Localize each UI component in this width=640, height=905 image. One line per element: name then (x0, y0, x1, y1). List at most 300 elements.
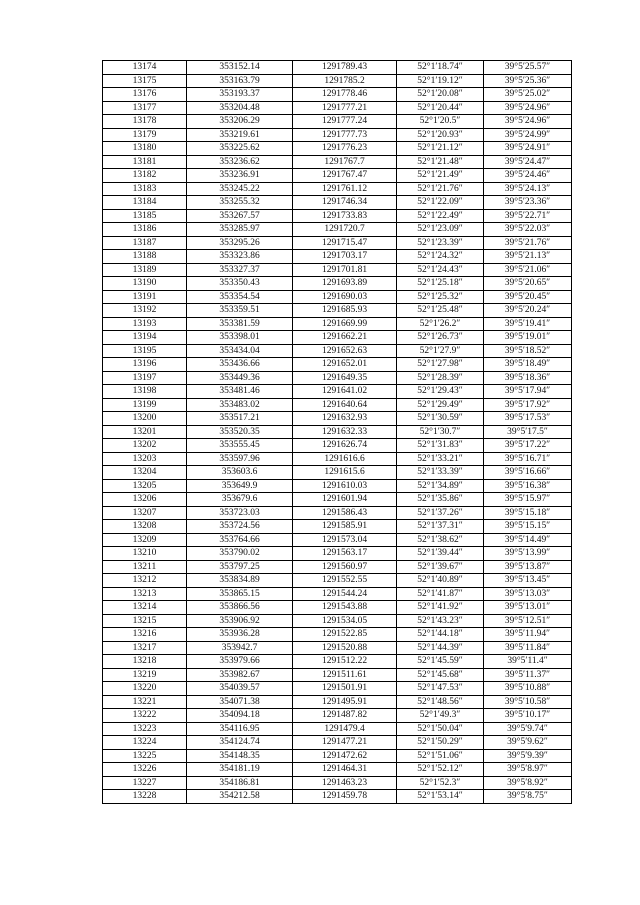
table-row (103, 425, 572, 439)
y-coordinate-cell: 1291746.34 (293, 196, 397, 210)
y-coordinate-cell: 1291520.88 (293, 641, 397, 655)
longitude-cell: 39°5′10.58″ (484, 695, 572, 709)
y-coordinate-cell: 1291495.91 (293, 695, 397, 709)
latitude-cell: 52°1′23.39″ (397, 236, 484, 250)
longitude-cell: 39°5′25.02″ (484, 88, 572, 102)
latitude-cell: 52°1′20.93″ (397, 128, 484, 142)
latitude-cell: 52°1′50.29″ (397, 736, 484, 750)
y-coordinate-cell: 1291560.97 (293, 560, 397, 574)
y-coordinate-cell: 1291761.12 (293, 182, 397, 196)
point-number-cell: 13188 (103, 250, 187, 264)
y-coordinate-cell: 1291626.74 (293, 439, 397, 453)
coordinates-table-body (103, 61, 572, 804)
point-number-cell: 13219 (103, 668, 187, 682)
point-number-cell: 13183 (103, 182, 187, 196)
x-coordinate-cell: 353236.91 (187, 169, 293, 183)
table-row (103, 290, 572, 304)
x-coordinate-cell: 353936.28 (187, 628, 293, 642)
x-coordinate-cell: 353323.86 (187, 250, 293, 264)
point-number-cell: 13197 (103, 371, 187, 385)
point-number-cell: 13187 (103, 236, 187, 250)
x-coordinate-cell: 353790.02 (187, 547, 293, 561)
longitude-cell: 39°5′24.46″ (484, 169, 572, 183)
longitude-cell: 39°5′16.38″ (484, 479, 572, 493)
y-coordinate-cell: 1291669.99 (293, 317, 397, 331)
longitude-cell: 39°5′15.15″ (484, 520, 572, 534)
longitude-cell: 39°5′25.36″ (484, 74, 572, 88)
point-number-cell: 13226 (103, 763, 187, 777)
x-coordinate-cell: 353354.54 (187, 290, 293, 304)
y-coordinate-cell: 1291610.03 (293, 479, 397, 493)
y-coordinate-cell: 1291715.47 (293, 236, 397, 250)
point-number-cell: 13210 (103, 547, 187, 561)
latitude-cell: 52°1′21.48″ (397, 155, 484, 169)
y-coordinate-cell: 1291616.6 (293, 452, 397, 466)
point-number-cell: 13200 (103, 412, 187, 426)
y-coordinate-cell: 1291652.01 (293, 358, 397, 372)
x-coordinate-cell: 353436.66 (187, 358, 293, 372)
longitude-cell: 39°5′11.84″ (484, 641, 572, 655)
latitude-cell: 52°1′52.12″ (397, 763, 484, 777)
y-coordinate-cell: 1291543.88 (293, 601, 397, 615)
y-coordinate-cell: 1291767.7 (293, 155, 397, 169)
longitude-cell: 39°5′17.22″ (484, 439, 572, 453)
table-row (103, 520, 572, 534)
point-number-cell: 13175 (103, 74, 187, 88)
longitude-cell: 39°5′12.51″ (484, 614, 572, 628)
latitude-cell: 52°1′26.2″ (397, 317, 484, 331)
x-coordinate-cell: 353649.9 (187, 479, 293, 493)
longitude-cell: 39°5′17.94″ (484, 385, 572, 399)
longitude-cell: 39°5′15.97″ (484, 493, 572, 507)
latitude-cell: 52°1′23.09″ (397, 223, 484, 237)
y-coordinate-cell: 1291777.24 (293, 115, 397, 129)
x-coordinate-cell: 353797.25 (187, 560, 293, 574)
latitude-cell: 52°1′30.7″ (397, 425, 484, 439)
y-coordinate-cell: 1291501.91 (293, 682, 397, 696)
y-coordinate-cell: 1291601.94 (293, 493, 397, 507)
latitude-cell: 52°1′39.67″ (397, 560, 484, 574)
longitude-cell: 39°5′13.03″ (484, 587, 572, 601)
table-row (103, 682, 572, 696)
y-coordinate-cell: 1291512.22 (293, 655, 397, 669)
x-coordinate-cell: 353483.02 (187, 398, 293, 412)
y-coordinate-cell: 1291652.63 (293, 344, 397, 358)
point-number-cell: 13198 (103, 385, 187, 399)
point-number-cell: 13179 (103, 128, 187, 142)
y-coordinate-cell: 1291777.73 (293, 128, 397, 142)
point-number-cell: 13215 (103, 614, 187, 628)
point-number-cell: 13222 (103, 709, 187, 723)
latitude-cell: 52°1′25.32″ (397, 290, 484, 304)
latitude-cell: 52°1′48.56″ (397, 695, 484, 709)
point-number-cell: 13217 (103, 641, 187, 655)
y-coordinate-cell: 1291464.31 (293, 763, 397, 777)
longitude-cell: 39°5′21.06″ (484, 263, 572, 277)
table-row (103, 155, 572, 169)
x-coordinate-cell: 353285.97 (187, 223, 293, 237)
point-number-cell: 13202 (103, 439, 187, 453)
x-coordinate-cell: 354186.81 (187, 776, 293, 790)
point-number-cell: 13207 (103, 506, 187, 520)
table-row (103, 371, 572, 385)
point-number-cell: 13216 (103, 628, 187, 642)
table-row (103, 223, 572, 237)
point-number-cell: 13218 (103, 655, 187, 669)
point-number-cell: 13205 (103, 479, 187, 493)
point-number-cell: 13203 (103, 452, 187, 466)
latitude-cell: 52°1′43.23″ (397, 614, 484, 628)
table-row (103, 277, 572, 291)
longitude-cell: 39°5′17.5″ (484, 425, 572, 439)
x-coordinate-cell: 353834.89 (187, 574, 293, 588)
table-row (103, 88, 572, 102)
x-coordinate-cell: 354148.35 (187, 749, 293, 763)
x-coordinate-cell: 353245.22 (187, 182, 293, 196)
point-number-cell: 13223 (103, 722, 187, 736)
y-coordinate-cell: 1291778.46 (293, 88, 397, 102)
coordinates-table (102, 60, 572, 804)
longitude-cell: 39°5′24.47″ (484, 155, 572, 169)
x-coordinate-cell: 353866.56 (187, 601, 293, 615)
longitude-cell: 39°5′24.13″ (484, 182, 572, 196)
x-coordinate-cell: 353679.6 (187, 493, 293, 507)
y-coordinate-cell: 1291586.43 (293, 506, 397, 520)
latitude-cell: 52°1′52.3″ (397, 776, 484, 790)
table-row (103, 398, 572, 412)
y-coordinate-cell: 1291685.93 (293, 304, 397, 318)
longitude-cell: 39°5′17.92″ (484, 398, 572, 412)
x-coordinate-cell: 354094.18 (187, 709, 293, 723)
longitude-cell: 39°5′20.45″ (484, 290, 572, 304)
longitude-cell: 39°5′17.53″ (484, 412, 572, 426)
longitude-cell: 39°5′21.76″ (484, 236, 572, 250)
x-coordinate-cell: 353982.67 (187, 668, 293, 682)
x-coordinate-cell: 354116.95 (187, 722, 293, 736)
longitude-cell: 39°5′23.36″ (484, 196, 572, 210)
y-coordinate-cell: 1291632.33 (293, 425, 397, 439)
table-row (103, 358, 572, 372)
point-number-cell: 13196 (103, 358, 187, 372)
longitude-cell: 39°5′16.71″ (484, 452, 572, 466)
point-number-cell: 13174 (103, 61, 187, 75)
table-row (103, 493, 572, 507)
x-coordinate-cell: 353204.48 (187, 101, 293, 115)
latitude-cell: 52°1′45.59″ (397, 655, 484, 669)
table-row (103, 439, 572, 453)
y-coordinate-cell: 1291487.82 (293, 709, 397, 723)
x-coordinate-cell: 353449.36 (187, 371, 293, 385)
table-row (103, 749, 572, 763)
x-coordinate-cell: 353597.96 (187, 452, 293, 466)
y-coordinate-cell: 1291785.2 (293, 74, 397, 88)
longitude-cell: 39°5′13.01″ (484, 601, 572, 615)
latitude-cell: 52°1′21.12″ (397, 142, 484, 156)
table-row (103, 128, 572, 142)
x-coordinate-cell: 353906.92 (187, 614, 293, 628)
longitude-cell: 39°5′25.57″ (484, 61, 572, 75)
point-number-cell: 13224 (103, 736, 187, 750)
point-number-cell: 13176 (103, 88, 187, 102)
latitude-cell: 52°1′35.86″ (397, 493, 484, 507)
latitude-cell: 52°1′26.73″ (397, 331, 484, 345)
y-coordinate-cell: 1291640.64 (293, 398, 397, 412)
latitude-cell: 52°1′29.43″ (397, 385, 484, 399)
table-row (103, 668, 572, 682)
x-coordinate-cell: 353295.26 (187, 236, 293, 250)
table-row (103, 115, 572, 129)
latitude-cell: 52°1′30.59″ (397, 412, 484, 426)
latitude-cell: 52°1′33.39″ (397, 466, 484, 480)
table-row (103, 452, 572, 466)
longitude-cell: 39°5′18.36″ (484, 371, 572, 385)
y-coordinate-cell: 1291534.05 (293, 614, 397, 628)
table-row (103, 574, 572, 588)
y-coordinate-cell: 1291563.17 (293, 547, 397, 561)
latitude-cell: 52°1′25.48″ (397, 304, 484, 318)
x-coordinate-cell: 353255.32 (187, 196, 293, 210)
latitude-cell: 52°1′27.98″ (397, 358, 484, 372)
latitude-cell: 52°1′28.39″ (397, 371, 484, 385)
y-coordinate-cell: 1291693.89 (293, 277, 397, 291)
longitude-cell: 39°5′9.39″ (484, 749, 572, 763)
point-number-cell: 13190 (103, 277, 187, 291)
point-number-cell: 13182 (103, 169, 187, 183)
latitude-cell: 52°1′21.76″ (397, 182, 484, 196)
table-row (103, 479, 572, 493)
point-number-cell: 13220 (103, 682, 187, 696)
x-coordinate-cell: 353520.35 (187, 425, 293, 439)
longitude-cell: 39°5′9.74″ (484, 722, 572, 736)
y-coordinate-cell: 1291776.23 (293, 142, 397, 156)
point-number-cell: 13193 (103, 317, 187, 331)
y-coordinate-cell: 1291733.83 (293, 209, 397, 223)
longitude-cell: 39°5′13.87″ (484, 560, 572, 574)
table-row (103, 209, 572, 223)
table-row (103, 736, 572, 750)
table-row (103, 506, 572, 520)
x-coordinate-cell: 353359.51 (187, 304, 293, 318)
table-row (103, 250, 572, 264)
longitude-cell: 39°5′14.49″ (484, 533, 572, 547)
latitude-cell: 52°1′44.39″ (397, 641, 484, 655)
latitude-cell: 52°1′49.3″ (397, 709, 484, 723)
y-coordinate-cell: 1291777.21 (293, 101, 397, 115)
latitude-cell: 52°1′37.31″ (397, 520, 484, 534)
point-number-cell: 13201 (103, 425, 187, 439)
table-row (103, 263, 572, 277)
longitude-cell: 39°5′21.13″ (484, 250, 572, 264)
table-row (103, 695, 572, 709)
x-coordinate-cell: 353381.59 (187, 317, 293, 331)
x-coordinate-cell: 353979.66 (187, 655, 293, 669)
latitude-cell: 52°1′25.18″ (397, 277, 484, 291)
table-row (103, 101, 572, 115)
y-coordinate-cell: 1291479.4 (293, 722, 397, 736)
point-number-cell: 13199 (103, 398, 187, 412)
table-row (103, 412, 572, 426)
longitude-cell: 39°5′11.37″ (484, 668, 572, 682)
y-coordinate-cell: 1291632.93 (293, 412, 397, 426)
point-number-cell: 13191 (103, 290, 187, 304)
y-coordinate-cell: 1291701.81 (293, 263, 397, 277)
y-coordinate-cell: 1291544.24 (293, 587, 397, 601)
y-coordinate-cell: 1291641.02 (293, 385, 397, 399)
point-number-cell: 13211 (103, 560, 187, 574)
y-coordinate-cell: 1291690.03 (293, 290, 397, 304)
point-number-cell: 13213 (103, 587, 187, 601)
latitude-cell: 52°1′41.92″ (397, 601, 484, 615)
y-coordinate-cell: 1291703.17 (293, 250, 397, 264)
x-coordinate-cell: 353555.45 (187, 439, 293, 453)
point-number-cell: 13212 (103, 574, 187, 588)
x-coordinate-cell: 353481.46 (187, 385, 293, 399)
table-row (103, 304, 572, 318)
y-coordinate-cell: 1291511.61 (293, 668, 397, 682)
latitude-cell: 52°1′20.44″ (397, 101, 484, 115)
point-number-cell: 13194 (103, 331, 187, 345)
x-coordinate-cell: 354071.38 (187, 695, 293, 709)
y-coordinate-cell: 1291649.35 (293, 371, 397, 385)
table-row (103, 763, 572, 777)
table-row (103, 466, 572, 480)
latitude-cell: 52°1′51.06″ (397, 749, 484, 763)
point-number-cell: 13184 (103, 196, 187, 210)
point-number-cell: 13204 (103, 466, 187, 480)
latitude-cell: 52°1′27.9″ (397, 344, 484, 358)
table-row (103, 182, 572, 196)
x-coordinate-cell: 353236.62 (187, 155, 293, 169)
longitude-cell: 39°5′9.62″ (484, 736, 572, 750)
y-coordinate-cell: 1291720.7 (293, 223, 397, 237)
y-coordinate-cell: 1291573.04 (293, 533, 397, 547)
x-coordinate-cell: 353723.03 (187, 506, 293, 520)
point-number-cell: 13228 (103, 790, 187, 804)
y-coordinate-cell: 1291459.78 (293, 790, 397, 804)
table-row (103, 547, 572, 561)
longitude-cell: 39°5′15.18″ (484, 506, 572, 520)
table-row (103, 790, 572, 804)
x-coordinate-cell: 353327.37 (187, 263, 293, 277)
point-number-cell: 13208 (103, 520, 187, 534)
y-coordinate-cell: 1291472.62 (293, 749, 397, 763)
longitude-cell: 39°5′10.17″ (484, 709, 572, 723)
longitude-cell: 39°5′13.99″ (484, 547, 572, 561)
x-coordinate-cell: 354181.19 (187, 763, 293, 777)
x-coordinate-cell: 354124.74 (187, 736, 293, 750)
latitude-cell: 52°1′18.74″ (397, 61, 484, 75)
table-row (103, 655, 572, 669)
point-number-cell: 13189 (103, 263, 187, 277)
latitude-cell: 52°1′50.04″ (397, 722, 484, 736)
y-coordinate-cell: 1291522.85 (293, 628, 397, 642)
point-number-cell: 13192 (103, 304, 187, 318)
longitude-cell: 39°5′20.24″ (484, 304, 572, 318)
table-row (103, 641, 572, 655)
table-row (103, 722, 572, 736)
latitude-cell: 52°1′37.26″ (397, 506, 484, 520)
latitude-cell: 52°1′22.49″ (397, 209, 484, 223)
latitude-cell: 52°1′53.14″ (397, 790, 484, 804)
latitude-cell: 52°1′40.89″ (397, 574, 484, 588)
x-coordinate-cell: 353163.79 (187, 74, 293, 88)
latitude-cell: 52°1′47.53″ (397, 682, 484, 696)
latitude-cell: 52°1′19.12″ (397, 74, 484, 88)
x-coordinate-cell: 353152.14 (187, 61, 293, 75)
x-coordinate-cell: 353350.43 (187, 277, 293, 291)
longitude-cell: 39°5′8.92″ (484, 776, 572, 790)
point-number-cell: 13195 (103, 344, 187, 358)
longitude-cell: 39°5′16.66″ (484, 466, 572, 480)
x-coordinate-cell: 353225.62 (187, 142, 293, 156)
point-number-cell: 13181 (103, 155, 187, 169)
table-row (103, 74, 572, 88)
longitude-cell: 39°5′8.97″ (484, 763, 572, 777)
x-coordinate-cell: 353764.66 (187, 533, 293, 547)
y-coordinate-cell: 1291789.43 (293, 61, 397, 75)
table-row (103, 169, 572, 183)
point-number-cell: 13177 (103, 101, 187, 115)
y-coordinate-cell: 1291552.55 (293, 574, 397, 588)
latitude-cell: 52°1′20.08″ (397, 88, 484, 102)
longitude-cell: 39°5′18.49″ (484, 358, 572, 372)
x-coordinate-cell: 354039.57 (187, 682, 293, 696)
point-number-cell: 13186 (103, 223, 187, 237)
x-coordinate-cell: 353724.56 (187, 520, 293, 534)
point-number-cell: 13180 (103, 142, 187, 156)
table-row (103, 614, 572, 628)
y-coordinate-cell: 1291615.6 (293, 466, 397, 480)
point-number-cell: 13178 (103, 115, 187, 129)
longitude-cell: 39°5′24.96″ (484, 101, 572, 115)
latitude-cell: 52°1′45.68″ (397, 668, 484, 682)
point-number-cell: 13227 (103, 776, 187, 790)
point-number-cell: 13206 (103, 493, 187, 507)
x-coordinate-cell: 353219.61 (187, 128, 293, 142)
longitude-cell: 39°5′24.99″ (484, 128, 572, 142)
x-coordinate-cell: 353517.21 (187, 412, 293, 426)
latitude-cell: 52°1′39.44″ (397, 547, 484, 561)
y-coordinate-cell: 1291662.21 (293, 331, 397, 345)
table-row (103, 628, 572, 642)
longitude-cell: 39°5′19.41″ (484, 317, 572, 331)
table-row (103, 560, 572, 574)
point-number-cell: 13225 (103, 749, 187, 763)
latitude-cell: 52°1′33.21″ (397, 452, 484, 466)
latitude-cell: 52°1′22.09″ (397, 196, 484, 210)
y-coordinate-cell: 1291463.23 (293, 776, 397, 790)
latitude-cell: 52°1′41.87″ (397, 587, 484, 601)
x-coordinate-cell: 353942.7 (187, 641, 293, 655)
table-row (103, 196, 572, 210)
longitude-cell: 39°5′11.94″ (484, 628, 572, 642)
table-row (103, 385, 572, 399)
longitude-cell: 39°5′22.03″ (484, 223, 572, 237)
point-number-cell: 13221 (103, 695, 187, 709)
longitude-cell: 39°5′13.45″ (484, 574, 572, 588)
x-coordinate-cell: 353193.37 (187, 88, 293, 102)
table-row (103, 601, 572, 615)
longitude-cell: 39°5′11.4″ (484, 655, 572, 669)
y-coordinate-cell: 1291767.47 (293, 169, 397, 183)
latitude-cell: 52°1′21.49″ (397, 169, 484, 183)
longitude-cell: 39°5′22.71″ (484, 209, 572, 223)
longitude-cell: 39°5′8.75″ (484, 790, 572, 804)
x-coordinate-cell: 353398.01 (187, 331, 293, 345)
latitude-cell: 52°1′34.89″ (397, 479, 484, 493)
x-coordinate-cell: 354212.58 (187, 790, 293, 804)
table-row (103, 587, 572, 601)
